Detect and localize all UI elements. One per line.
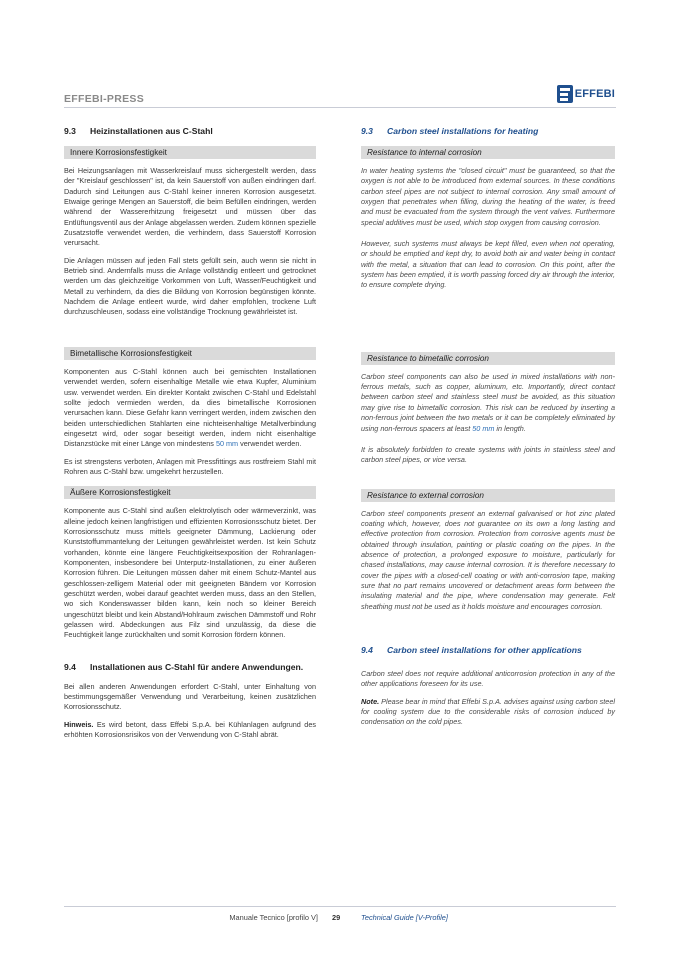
footer-manual-title-de: Manuale Tecnico [profilo V] bbox=[229, 913, 318, 922]
section-9-4-title-en bbox=[361, 645, 615, 655]
paragraph bbox=[361, 372, 615, 434]
subheading-outer-en: Resistance to external corrosion bbox=[361, 489, 615, 502]
text-run: Es wird betont, dass Effebi S.p.A. bei Kühlanlagen aufgrund des erhöhten Korrosionsrisikos von der Verwendung von C-Stahl abrät. bbox=[64, 719, 316, 740]
paragraph: It is absolutely forbidden to create systems with joints in stainless steel and carbon steel pipes, or vice versa. bbox=[361, 444, 615, 465]
paragraph: In water heating systems the "closed circuit" must be guaranteed, so that the oxygen is not able to be introduced from external sources. In these conditions carbon steel pipes are not subject to internal corrosion. Any small amount of oxygen that penetrates when filling, during the heating of the water, is freed and must be evacuated from the system through the vent valves. Furthermore special additives must be used, which stop oxygen from causing corrosion. bbox=[361, 166, 615, 227]
section-9-3-title-de bbox=[64, 126, 316, 136]
note-label: Hinweis. bbox=[64, 719, 94, 729]
subheading-inner-en: Resistance to internal corrosion bbox=[361, 146, 615, 159]
section-number: 9.3 bbox=[64, 126, 76, 136]
paragraph: However, such systems must always be kept filled, even when not operating, or should be emptied and kept dry, to avoid both air and water being in contact with the metal, a situation that can lead to corrosion. On this point, after the system has been emptied, it is worth passing forced dry air through the interior, to ensure complete drying. bbox=[361, 239, 615, 290]
paragraph: Carbon steel components present an external galvanised or hot zinc plated coating which, however, does not guarantee on its own a long lasting and effective protection from corrosion. Protection from corrosive agents must be obtained through insulation, painting or plastic coating on the pipes. In the absence of protection, a prolonged exposure to moisture, particularly for chased installations, may cause internal corrosion. It is therefore necessary to cover the pipes with a closed-cell coating or with anti-corrosion tape, making sure that no part remains uncovered or detachment areas form between the insulating material and the pipe, where condensation may generate. Felt sheathing must not be used as it holds moisture and encourages corrosion. bbox=[361, 508, 615, 611]
highlight-value: 50 mm bbox=[215, 439, 239, 449]
paragraph: Es ist strengstens verboten, Anlagen mit Pressfittings aus rostfreiem Stahl mit Rohren aus C-Stahl bzw. umgekehrt herzustellen. bbox=[64, 456, 316, 476]
text-run: Please bear in mind that Effebi S.p.A. advises against using carbon steel for cooling system due to the considerable risks of corrosion induced by condensation on the cold pipes. bbox=[361, 696, 615, 727]
footer-manual-title-en: Technical Guide [V-Profile] bbox=[361, 913, 448, 922]
english-column bbox=[361, 126, 615, 735]
paragraph bbox=[64, 367, 316, 450]
paragraph: Komponente aus C-Stahl sind außen elektrolytisch oder wärmeverzinkt, was alleine jedoch keinen langfristigen und effizienten Korrosionsschutz bietet. Der Korrosionsschutz muss mittels geeigneter Dämmung, Lackierung oder Kunststoffummantelung der Leitungen gewährleistet werden. Ist kein Schutz vorhanden, könnte eine längere Feuchtigkeitsexposition der Rohranlagen-Komponenten, insbesondere bei Unterputz-Installationen, zu einer äußeren Korrosion führen. Die Leitungen müssen daher mit einem Schutz-Mantel aus geschlossen-zelligem Material oder mit geeigneten Bändern vor Korrosion geschützt werden, wobei darauf geachtet werden muss, dass an den Stellen, wo sich Kondenswasser bilden kann, kein noch so kleiner Bereich ungeschützt bleibt und kein Abstand/Hohlraum zwischen Dämmstoff und Rohr gelassen wird. Abdeckungen aus Filz sind unzulässig, da diese die Feuchtigkeit lange zurückhalten und somit Korrosion fördern können. bbox=[64, 506, 316, 640]
section-number: 9.4 bbox=[361, 644, 373, 655]
section-title: Carbon steel installations for heating bbox=[387, 126, 539, 136]
section-number: 9.3 bbox=[361, 126, 373, 136]
paragraph: Die Anlagen müssen auf jeden Fall stets gefüllt sein, auch wenn sie nicht in Betrieb sind. Andernfalls muss die Anlage vollständig entleert und getrocknet werden um das gleichzeitige Vorkommen von Luft, Wasser/Feuchtigkeit und Metall zu verhindern, da dies die Bildung von Korrosion begünstigen könnte. Nachdem die Anlage entleert wurde, wird daher empfohlen, trockene Luft durchzuschleusen, sodass eine vollständige Trocknung gewährleistet ist. bbox=[64, 255, 316, 317]
section-title: Heizinstallationen aus C-Stahl bbox=[90, 126, 213, 136]
subheading-bimetal-en: Resistance to bimetallic corrosion bbox=[361, 352, 615, 365]
note-label: Note. bbox=[361, 696, 380, 706]
text-run: Komponenten aus C-Stahl können auch bei gemischten Installationen verwendet werden, sofern eisenhaltige Metalle wie etwa Kupfer, Aluminium usw. verwendet werden. Ein direkter Kontakt zwischen C-Stahl und Edelstahl sollte jedoch vermieden werden, da dies bimetallische Korrosionen verursachen kann. Diese Gefahr kann verringert werden, indem zwischen den beiden unterschiedlichen Stahlarten eine nichteisenhaltige Metallverbindung eingesetzt wird, oder sogar beseitigt werden, indem nicht eisenhaltige Distanzstücke mit einer Länge von mindestens bbox=[64, 366, 316, 449]
section-title: Installationen aus C-Stahl für andere Anwendungen. bbox=[90, 661, 304, 672]
note-paragraph bbox=[64, 720, 316, 741]
footer-divider bbox=[64, 906, 616, 907]
text-run: in length. bbox=[494, 423, 526, 433]
german-column bbox=[64, 126, 316, 747]
section-9-4-title-de bbox=[64, 662, 316, 672]
paragraph: Carbon steel does not require additional anticorrosion protection in any of the other applications foreseen for its use. bbox=[361, 668, 615, 689]
section-number: 9.4 bbox=[64, 661, 76, 672]
subheading-inner-de: Innere Korrosionsfestigkeit bbox=[64, 146, 316, 159]
text-run: Carbon steel components can also be used in mixed installations with non-ferrous metals, such as copper, aluminum, etc. Importantly, direct contact between carbon steel and stainless steel must be avoided, as this situation may give rise to bimetallic corrosion. This risk can be reduced by inserting a non-ferrous joint between the two metals or it can be completely eliminated by using non-ferrous spacers at least bbox=[361, 371, 615, 433]
logo-text: EFFEBI bbox=[574, 88, 615, 100]
effebi-logo bbox=[557, 84, 615, 104]
section-title: Carbon steel installations for other applications bbox=[387, 644, 582, 655]
section-9-3-title-en bbox=[361, 126, 615, 136]
header-divider bbox=[64, 107, 616, 108]
effebi-logo-icon bbox=[557, 85, 573, 103]
header-brand: EFFEBI-PRESS bbox=[64, 93, 145, 105]
note-paragraph bbox=[361, 697, 615, 728]
subheading-outer-de: Äußere Korrosionsfestigkeit bbox=[64, 486, 316, 499]
paragraph: Bei Heizungsanlagen mit Wasserkreislauf muss sichergestellt werden, dass der "Kreislauf geschlossen" ist, da kein Sauerstoff von außen eindringen darf. Dadurch sind Leitungen aus C-Stahl keiner inneren Korrosion ausgesetzt. Etwaige geringe Mengen an Sauerstoff, die beim Befüllen eindringen, werden während der Wassererhitzung freigesetzt und müssen über das Entlüftungsventil aus der Anlage abgelassen werden. Zudem können spezielle Zusatzstoffe verwendet werden, die verhindern, dass Sauerstoff Korrosion verursacht. bbox=[64, 166, 316, 248]
page-number: 29 bbox=[332, 913, 341, 922]
subheading-bimetal-de: Bimetallische Korrosionsfestigkeit bbox=[64, 347, 316, 360]
highlight-value: 50 mm bbox=[472, 423, 495, 433]
text-run: verwendet werden. bbox=[238, 439, 302, 449]
paragraph: Bei allen anderen Anwendungen erfordert C-Stahl, unter Einhaltung von bestimmungsgemäßer Verwendung und Verarbeitung, keinen zusätzlichen Korrosionsschutz. bbox=[64, 681, 316, 712]
